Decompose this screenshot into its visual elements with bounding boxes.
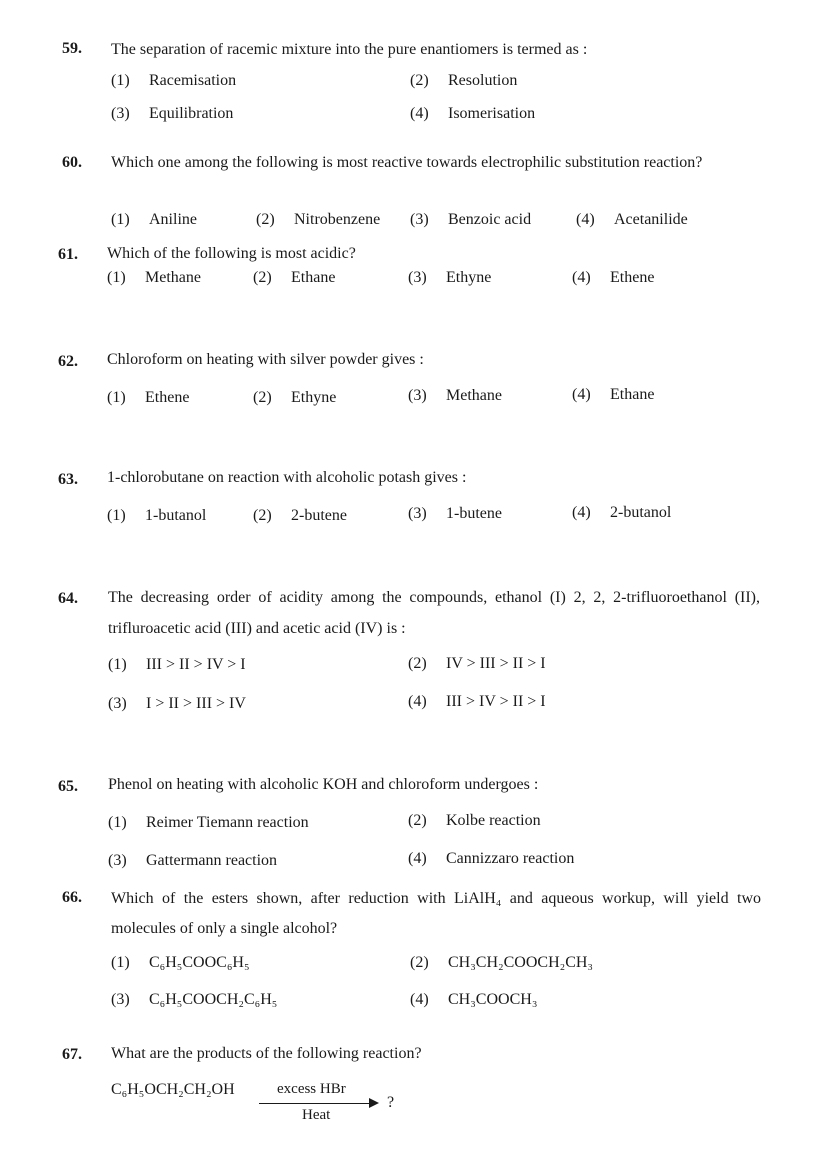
question-text: 1-chlorobutane on reaction with alcoholic potash gives : xyxy=(107,469,467,486)
option-1: (1) 1-butanol xyxy=(107,507,207,524)
option-2: (2) 2-butene xyxy=(253,507,347,524)
option-3: (3) I > II > III > IV xyxy=(108,695,246,712)
question-number: 64. xyxy=(58,590,78,607)
option-2: (2) CH₃CH₂COOCH₂CH₃ xyxy=(410,954,593,971)
option-4: (4) III > IV > II > I xyxy=(408,693,546,710)
option-3: (3) C₆H₅COOCH₂C₆H₅ xyxy=(111,991,278,1008)
question-number: 66. xyxy=(62,889,82,906)
option-1: (1) Ethene xyxy=(107,389,190,406)
question-text: Phenol on heating with alcoholic KOH and chloroform undergoes : xyxy=(108,776,539,793)
option-1: (1) C₆H₅COOC₆H₅ xyxy=(111,954,250,971)
option-1: (1) Racemisation xyxy=(111,72,237,89)
question-text: Which of the following is most acidic? xyxy=(107,245,356,262)
question-text: What are the products of the following reaction? xyxy=(111,1045,422,1062)
option-4: (4) CH₃COOCH₃ xyxy=(410,991,538,1008)
question-text: Which of the esters shown, after reduction with LiAlH₄ and aqueous workup, will yield two molecules of only a single alcohol? xyxy=(111,890,761,937)
option-2: (2) IV > III > II > I xyxy=(408,655,546,672)
option-2: (2) Kolbe reaction xyxy=(408,812,541,829)
reaction-arrow xyxy=(259,1103,371,1104)
option-3: (3) Methane xyxy=(408,387,502,404)
option-2: (2) Nitrobenzene xyxy=(256,211,381,228)
question-text: The decreasing order of acidity among the compounds, ethanol (I) 2, 2, 2-trifluoroethanol (II), trifluroacetic acid (III) and acetic acid (IV) is : xyxy=(108,589,760,637)
question-text: Chloroform on heating with silver powder gives : xyxy=(107,351,424,368)
condition-label: Heat xyxy=(302,1107,331,1123)
option-4: (4) Cannizzaro reaction xyxy=(408,850,575,867)
option-3: (3) Equilibration xyxy=(111,105,234,122)
option-2: (2) Ethane xyxy=(253,269,336,286)
question-number: 67. xyxy=(62,1046,82,1063)
question-number: 62. xyxy=(58,353,78,370)
option-1: (1) Reimer Tiemann reaction xyxy=(108,814,309,831)
option-4: (4) Isomerisation xyxy=(410,105,536,122)
option-4: (4) 2-butanol xyxy=(572,504,672,521)
option-3: (3) Gattermann reaction xyxy=(108,852,278,869)
reactant: C₆H₅OCH₂CH₂OH xyxy=(111,1081,235,1098)
reagent-label: excess HBr xyxy=(277,1081,346,1097)
option-3: (3) 1-butene xyxy=(408,505,502,522)
option-4: (4) Acetanilide xyxy=(576,211,688,228)
option-3: (3) Ethyne xyxy=(408,269,492,286)
option-3: (3) Benzoic acid xyxy=(410,211,532,228)
option-2: (2) Resolution xyxy=(410,72,518,89)
option-2: (2) Ethyne xyxy=(253,389,337,406)
question-number: 61. xyxy=(58,246,78,263)
option-1: (1) Methane xyxy=(107,269,201,286)
question-number: 59. xyxy=(62,40,82,57)
option-4: (4) Ethene xyxy=(572,269,655,286)
arrow-head-icon xyxy=(369,1098,379,1108)
option-1: (1) III > II > IV > I xyxy=(108,656,246,673)
question-number: 60. xyxy=(62,154,82,171)
option-1: (1) Aniline xyxy=(111,211,197,228)
option-4: (4) Ethane xyxy=(572,386,655,403)
question-number: 63. xyxy=(58,471,78,488)
question-text: The separation of racemic mixture into the pure enantiomers is termed as : xyxy=(111,41,588,58)
question-text: Which one among the following is most reactive towards electrophilic substitution reaction? xyxy=(111,154,703,171)
product-placeholder: ? xyxy=(387,1094,395,1111)
question-number: 65. xyxy=(58,778,78,795)
